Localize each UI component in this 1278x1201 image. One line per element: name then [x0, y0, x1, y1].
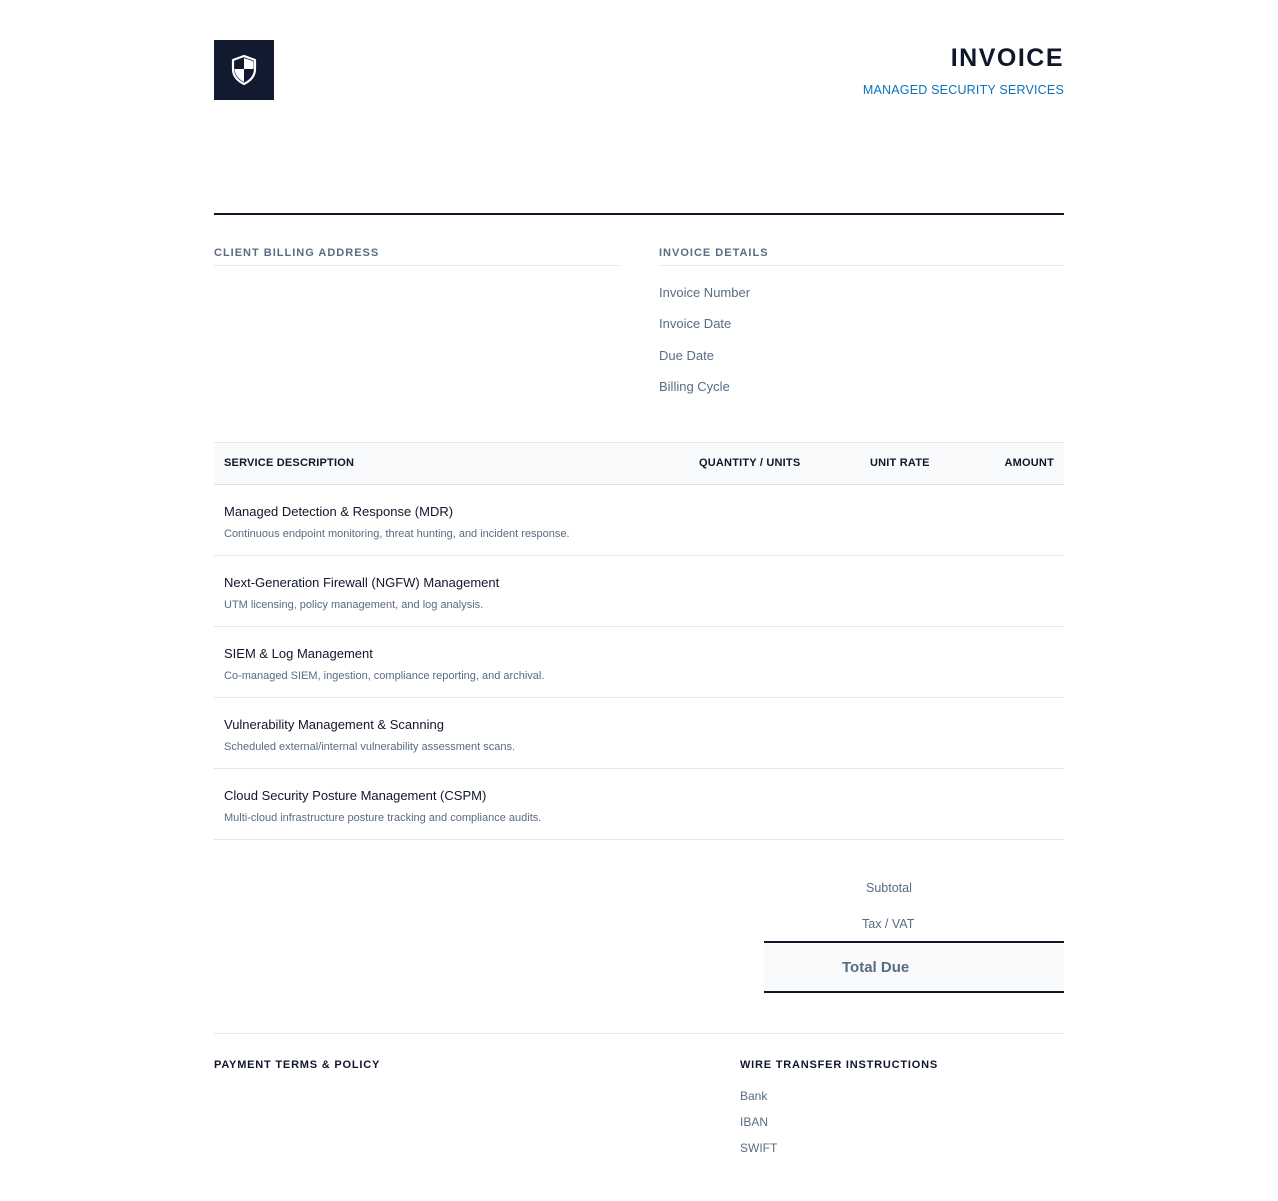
iban-label: IBAN	[740, 1115, 769, 1129]
table-row	[214, 769, 1064, 840]
swift-label: SWIFT	[740, 1141, 778, 1155]
service-title: Cloud Security Posture Management (CSPM)	[224, 788, 487, 803]
service-description: Continuous endpoint monitoring, threat hunting, and incident response.	[224, 528, 570, 540]
table-row	[214, 556, 1064, 627]
service-title: SIEM & Log Management	[224, 646, 373, 661]
tax-label: Tax / VAT	[862, 917, 915, 931]
invoice-subtitle: MANAGED SECURITY SERVICES	[862, 83, 1064, 97]
subtotal-label: Subtotal	[866, 881, 912, 895]
payment-terms-heading: PAYMENT TERMS & POLICY	[214, 1059, 381, 1071]
wire-transfer-heading: WIRE TRANSFER INSTRUCTIONS	[740, 1059, 939, 1071]
company-logo	[214, 40, 274, 100]
column-service-description: SERVICE DESCRIPTION	[224, 457, 355, 469]
invoice-title: INVOICE	[950, 44, 1064, 72]
table-row	[214, 698, 1064, 769]
bank-label: Bank	[740, 1089, 768, 1103]
header-divider	[214, 213, 1064, 215]
service-description: Co-managed SIEM, ingestion, compliance reporting, and archival.	[224, 670, 545, 682]
column-amount: AMOUNT	[1004, 457, 1054, 469]
invoice-details-heading: INVOICE DETAILS	[659, 247, 1064, 266]
billing-address-heading: CLIENT BILLING ADDRESS	[214, 247, 619, 266]
billing-cycle-label: Billing Cycle	[659, 379, 730, 394]
due-date-label: Due Date	[659, 348, 714, 363]
services-table-header	[214, 442, 1064, 485]
service-description: Scheduled external/internal vulnerability assessment scans.	[224, 741, 516, 753]
total-due-box	[764, 941, 1064, 993]
service-title: Vulnerability Management & Scanning	[224, 717, 444, 732]
footer-divider	[214, 1033, 1064, 1034]
table-row	[214, 485, 1064, 556]
shield-icon	[231, 55, 257, 85]
invoice-number-label: Invoice Number	[659, 285, 751, 300]
column-quantity-units: QUANTITY / UNITS	[699, 457, 801, 469]
service-title: Next-Generation Firewall (NGFW) Management	[224, 575, 500, 590]
total-due-label: Total Due	[842, 959, 910, 976]
service-title: Managed Detection & Response (MDR)	[224, 504, 454, 519]
invoice-date-label: Invoice Date	[659, 316, 732, 331]
service-description: UTM licensing, policy management, and log analysis.	[224, 599, 484, 611]
column-unit-rate: UNIT RATE	[870, 457, 930, 469]
service-description: Multi-cloud infrastructure posture tracking and compliance audits.	[224, 812, 542, 824]
table-row	[214, 627, 1064, 698]
